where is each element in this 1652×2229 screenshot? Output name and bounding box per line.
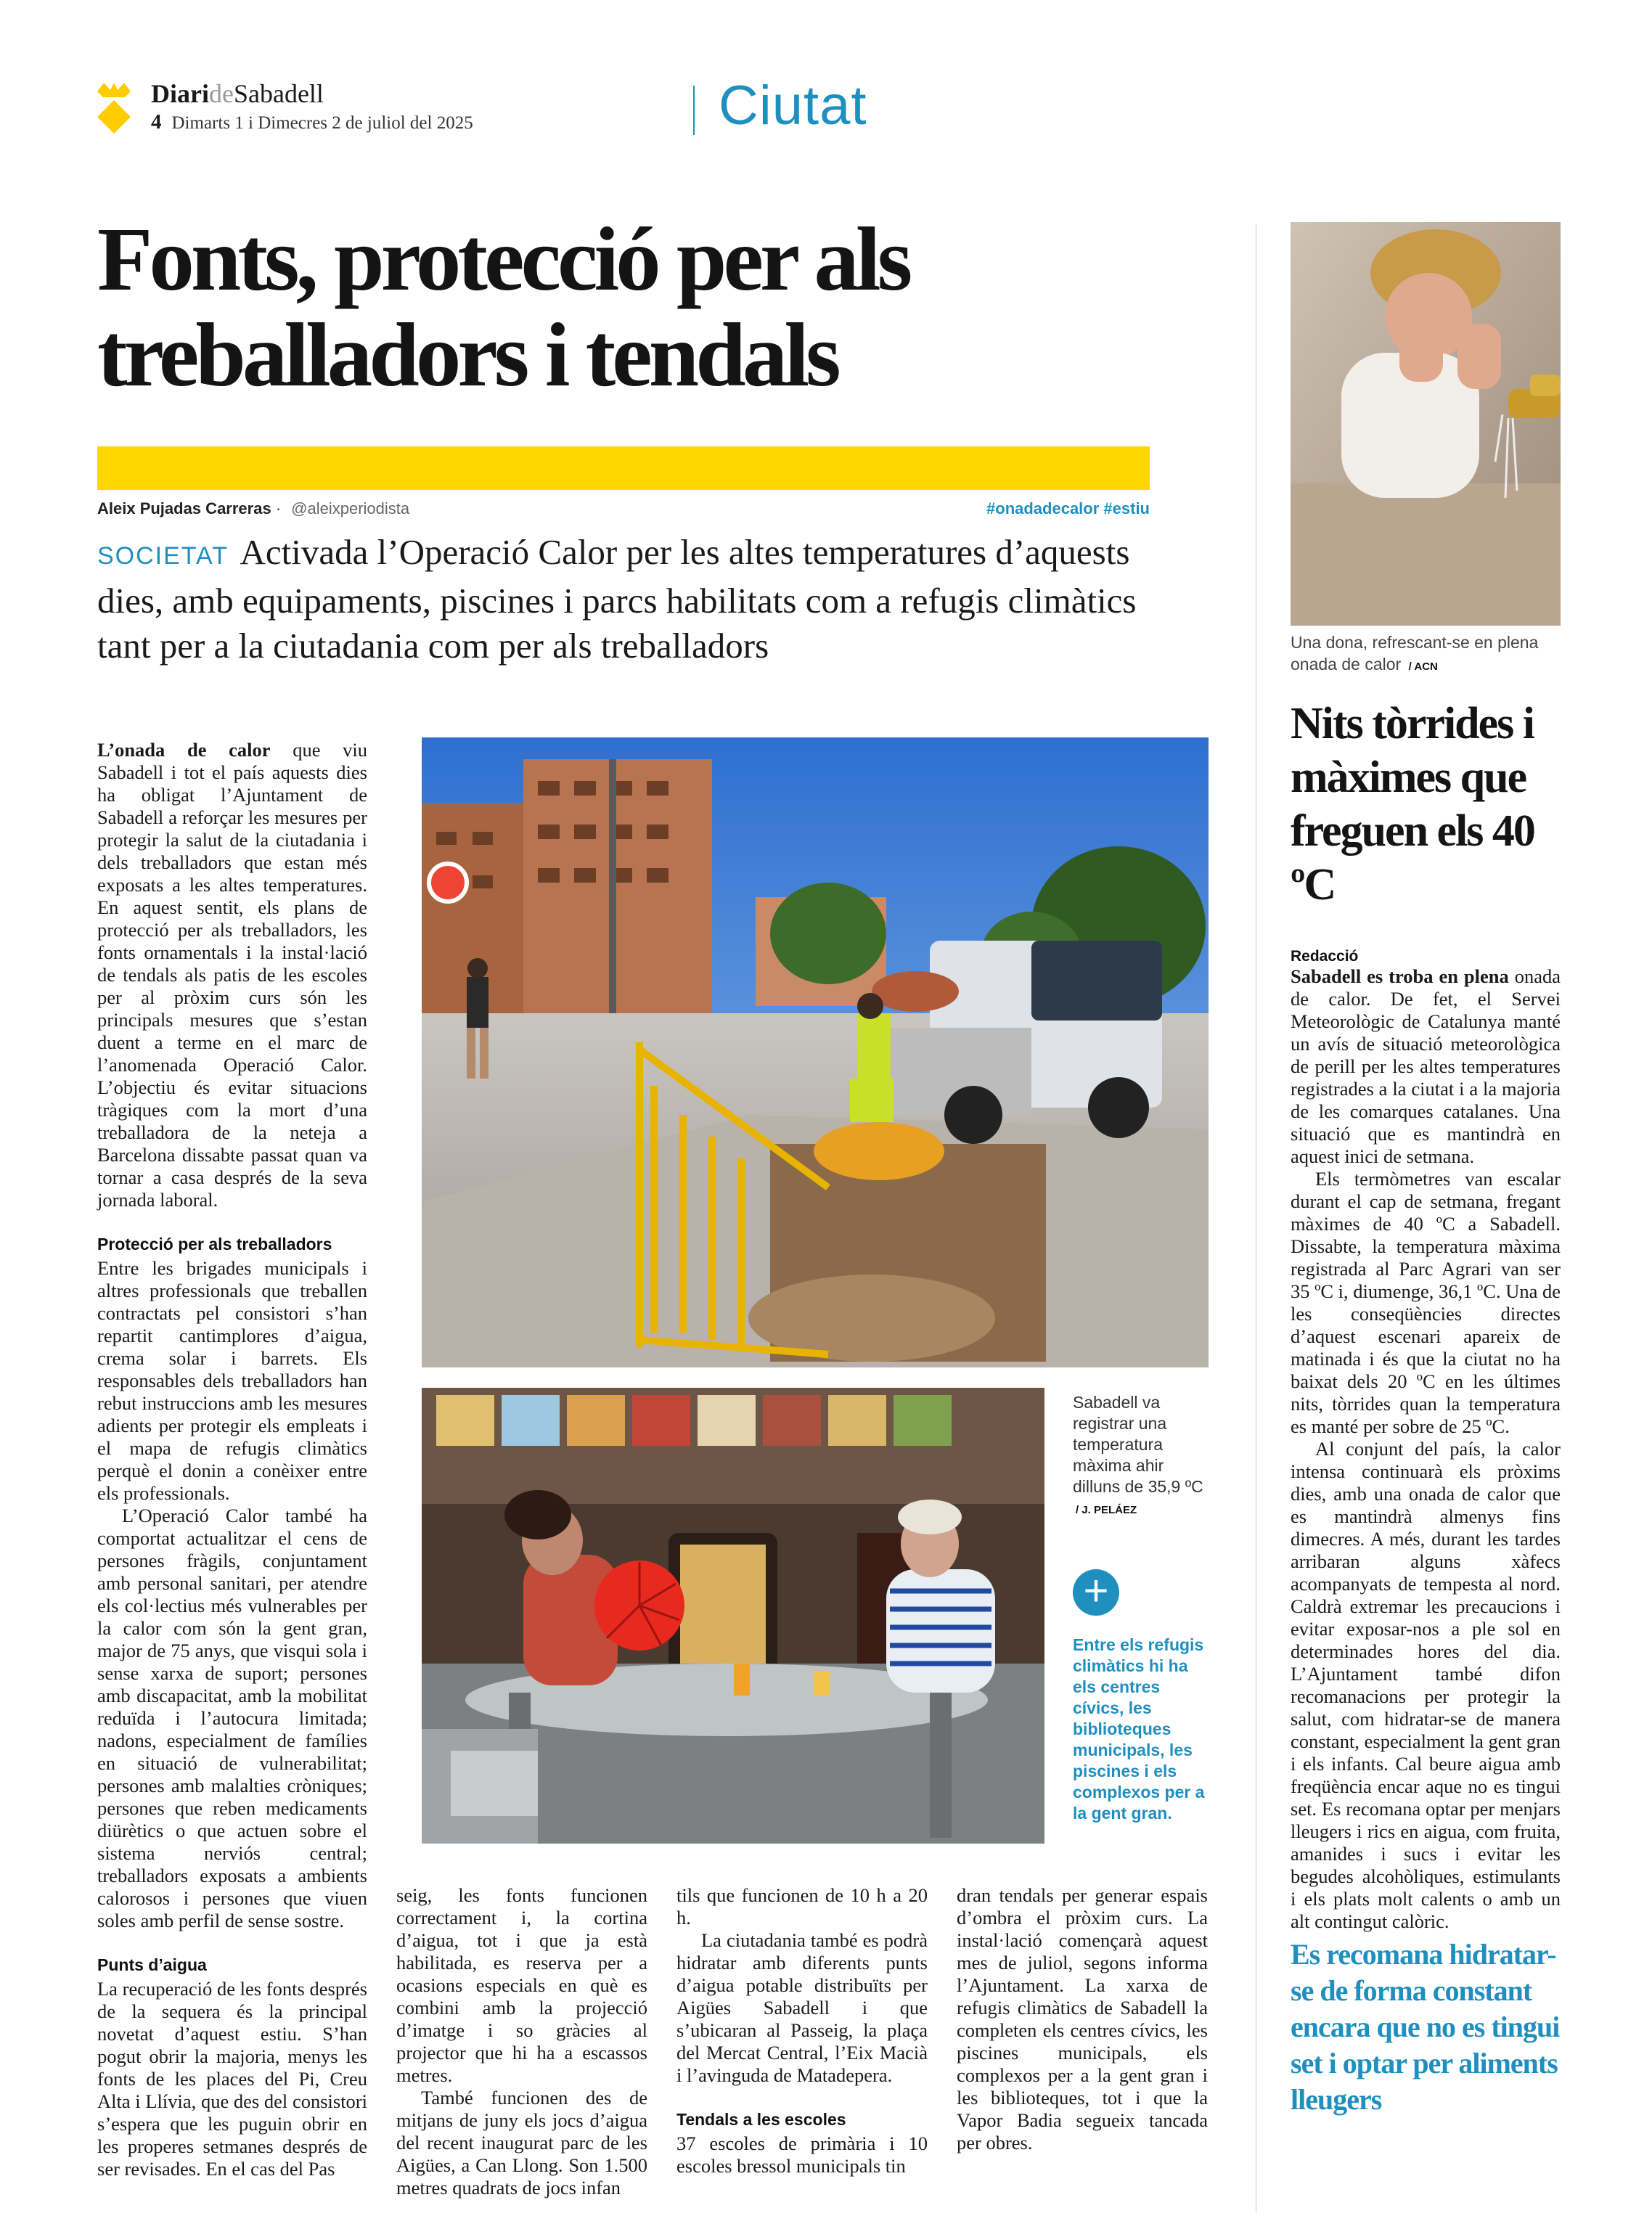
article-paragraph: També funcionen des de mitjans de juny els jocs d’aigua del recent inaugurat parc de les Aigües, a Can Llong. Son 1.500 metres quadrats de jocs infan — [396, 2087, 647, 2199]
category-label: SOCIETAT — [97, 542, 229, 570]
sidebar-paragraph: Els termòmetres van escalar durant el cap de setmana, fregant màximes de 40 ºC a Sabadell. Dissabte, la temperatura màxima registrada al Parc Agrari van ser 35 ºC i, diumenge, 36,1 ºC. Una de les conseqüències directes d’aquest escenari apareix de matinada i és que la ciutat no ha baixat dels 20 ºC en les últimes nits, tòrrides quan la temperatura es manté per sobre de 25 ºC. — [1291, 1168, 1561, 1437]
issue-date: Dimarts 1 i Dimecres 2 de juliol del 2025 — [171, 113, 473, 133]
cafe-terrace-photo — [422, 1388, 1044, 1844]
sidebar-pull-quote: Es recomana hidratar-se de forma constant encara que no es tingui set i optar per aliments lleugers — [1291, 1938, 1560, 2116]
headline-highlight-bar — [97, 446, 1150, 490]
section-title: Ciutat — [719, 75, 867, 136]
article-paragraph: L’onada de calor que viu Sabadell i tot el país aquests dies ha obligat l’Ajuntament de Sabadell a reforçar les mesures per protegir la salut de la ciutadania i dels treballadors que estan més exposats a les altes temperatures. En aquest sentit, els plans de protecció per als treballadors, les fonts ornamentals i la instal·lació de tendals als patis de les escoles per al pròxim curs són les principals mesures que s’estan duent a terme en el marc de l’anomenada Operació Calor. L’objectiu és evitar situacions tràgiques com la mort d’una treballadora de la neteja a Barcelona dissabte passat quan va tornar a casa després de la seva jornada laboral. — [97, 739, 367, 1211]
section-heading-water: Punts d’aigua — [97, 1955, 207, 1974]
page-number: 4 — [151, 110, 162, 134]
sidebar-headline: Nits tòrrides i màximes que freguen els 40 ºC — [1291, 699, 1534, 909]
section-heading-awnings: Tendals a les escoles — [676, 2110, 846, 2129]
sidebar-author: Redacció — [1291, 948, 1359, 965]
article-paragraph: La ciutadania també es podrà hidratar amb diferents punts d’aigua potable distribuïts per Aigües Sabadell i que s’ubicaran al Passeig, la plaça del Mercat Central, l’Eix Macià i l’avinguda de Matadepera. — [676, 1929, 928, 2086]
plus-info-text: Entre els refugis climàtics hi ha els centres cívics, les biblioteques municipals, les piscines i els complexos per a la gent gran. — [1073, 1635, 1205, 1823]
article-paragraph: Entre les brigades municipals i altres professionals que treballen contractats pel consistori s’han repartit cantimplores d’aigua, crema solar i barrets. Els responsables dels treballadors han rebut instruccions amb les mesures adients per protegir els empleats i el mapa de refugis climàtics perquè el donin a conèixer entre els professionals. — [97, 1257, 367, 1504]
article-paragraph: L’Operació Calor també ha comportat actualitzar el cens de persones fràgils, conjuntament amb personal sanitari, per atendre els col·lectius més vulnerables per la calor com són la gent gran, major de 75 anys, que visqui sola i sense xarxa de suport; persones amb discapacitat, amb la mobilitat reduïda i l’autocura limitada; nadons, especialment de famílies en situació de vulnerabilitat; persones amb malalties cròniques; persones que reben medicaments diürètics o que actuen sobre el sistema nerviós central; treballadors exposats a ambients calorosos i persones que viuen soles amb perfil de sense sostre. — [97, 1505, 367, 1931]
sidebar-photo-credit: / ACN — [1408, 660, 1438, 673]
article-headline: Fonts, protecció per als treballadors i tendals — [97, 210, 909, 406]
photo-caption: Sabadell va registrar una temperatura màxima ahir dilluns de 35,9 ºC / J. PELÁEZ — [1073, 1393, 1203, 1516]
section-heading-workers: Protecció per als treballadors — [97, 1235, 332, 1253]
author-handle[interactable]: @aleixperiodista — [291, 499, 410, 518]
article-column-3 — [676, 1884, 928, 2177]
street-works-photo — [422, 737, 1209, 1367]
issue-line — [151, 110, 473, 134]
woman-fountain-photo — [1291, 222, 1561, 626]
article-paragraph: La recuperació de les fonts després de la sequera és la principal novetat d’aquest estiu. S’han pogut obrir la majoria, menys les fonts de les places del Pi, Creu Alta i Llívia, que des del consistori s’espera que les puguin obrir en les properes setmanes després de ser revisades. En el cas del Pas — [97, 1978, 367, 2180]
article-paragraph: dran tendals per generar espais d’ombra el pròxim curs. La instal·lació començarà aquest mes de juliol, segons informa l’Ajuntament. La xarxa de refugis climàtics de Sabadell la completen els centres cívics, les piscines municipals, els complexos per a la gent gran i les biblioteques, tot i que la Vapor Badia segueix tancada per obres. — [957, 1884, 1208, 2154]
article-column-1 — [97, 739, 367, 2180]
article-paragraph: tils que funcionen de 10 h a 20 h. — [676, 1884, 928, 1929]
section-divider — [693, 86, 695, 135]
article-column-2 — [396, 1884, 647, 2199]
article-paragraph: 37 escoles de primària i 10 escoles bressol municipals tin — [676, 2132, 928, 2177]
sidebar-body — [1291, 965, 1561, 1933]
sidebar-paragraph: Al conjunt del país, la calor intensa continuarà els pròxims dies, amb una onada de calor que es mantindrà almenys fins dimecres. A més, durant les tardes arribaran alguns xàfecs acompanyats de tempesta al nord. Caldrà extremar les precaucions i evitar exposar-nos a ple sol en determinades hores del dia. L’Ajuntament també difon recomanacions per protegir la salut, com hidratar-se de manera constant, especialment la gent gran i els infants. Cal beure aigua amb freqüència encar aque no es tingui set. Es recomana optar per menjars lleugers i rics en aigua, com fruita, amanides i sucs i evitar les begudes alcohòliques, estimulants i els plats molt calents o amb un alt contingut calòric. — [1291, 1438, 1561, 1932]
sidebar-paragraph: Sabadell es troba en plena onada de calor. De fet, el Servei Meteorològic de Catalunya manté un avís de situació meteorològica de perill per les altes temperatures registrades a la ciutat i a la majoria de les comarques catalanes. Una situació que es mantindrà en aquest inici de setmana. — [1291, 965, 1561, 1167]
plus-icon: + — [1073, 1569, 1119, 1616]
newspaper-logo-icon — [96, 81, 132, 134]
sidebar-photo-caption: Una dona, refrescant-se en plena onada de calor / ACN — [1291, 633, 1539, 674]
byline: Aleix Pujadas Carreras · @aleixperiodista — [97, 499, 410, 518]
article-column-4 — [957, 1884, 1208, 2154]
photo-credit: / J. PELÁEZ — [1076, 1504, 1137, 1516]
hashtags[interactable]: #onadadecalor #estiu — [986, 499, 1150, 518]
article-subhead: SOCIETAT Activada l’Operació Calor per les altes temperatures d’aquests dies, amb equipaments, piscines i parcs habilitats com a refugis climàtics tant per a la ciutadania com per als treballadors — [97, 532, 1137, 666]
newspaper-name: DiarideSabadell — [151, 79, 324, 108]
article-paragraph: seig, les fonts funcionen correctament i, la cortina d’aigua, tot i que ja està habilitada, es reserva per a ocasions especials en què es combini amb la projecció d’imatge i so gràcies al projector que hi ha a escassos metres. — [396, 1884, 647, 2086]
author-name: Aleix Pujadas Carreras — [97, 499, 271, 518]
